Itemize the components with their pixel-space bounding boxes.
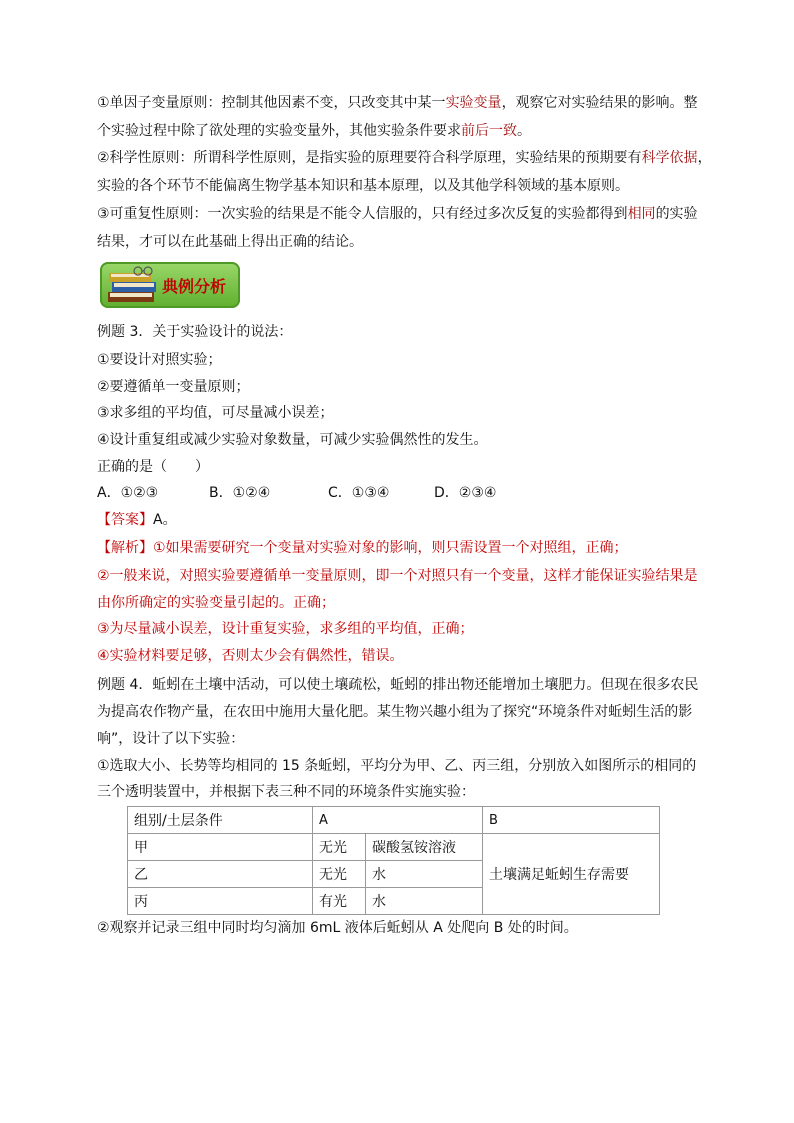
example4-line-4: ①选取大小、长势等均相同的 15 条蚯蚓，平均分为甲、乙、丙三组，分别放入如图所示的相同的: [97, 758, 697, 774]
example4-line-2: 为提高农作物产量，在农田中施用大量化肥。某生物兴趣小组为了探究“环境条件对蚯蚓生活的影: [97, 704, 693, 720]
table-row: [128, 834, 660, 861]
option-b: B．①②④: [209, 485, 271, 501]
analysis-line-5: ④实验材料要足够，否则太少会有偶然性，错误。: [97, 648, 404, 664]
table-cell: 水: [366, 861, 483, 888]
principle-1-line-2: 个实验过程中除了欲处理的实验变量外，其他实验条件要求前后一致。: [97, 123, 531, 139]
analysis-line-3: 由你所确定的实验变量引起的。正确；: [97, 595, 335, 611]
table-header-row: [128, 807, 660, 834]
experiment-table: [127, 806, 660, 915]
principle-3-line-2: 结果，才可以在此基础上得出正确的结论。: [97, 234, 363, 250]
analysis-tag: 【解析】: [97, 540, 153, 556]
table-cell: 甲: [128, 834, 313, 861]
table-cell-merged: 土壤满足蚯蚓生存需要: [483, 834, 660, 915]
example3-item: ④设计重复组或减少实验对象数量，可减少实验偶然性的发生。: [97, 432, 488, 448]
table-cell: 无光: [313, 861, 366, 888]
badge-label: 典例分析: [162, 277, 227, 296]
table-cell: 有光: [313, 888, 366, 915]
table-header-cell: B: [483, 807, 660, 834]
table-header-cell: A: [313, 807, 483, 834]
option-d: D．②③④: [434, 485, 497, 501]
table-cell: 丙: [128, 888, 313, 915]
analysis-line-4: ③为尽量减小误差，设计重复实验，求多组的平均值，正确；: [97, 621, 474, 637]
example4-line-1: 例题 4．蚯蚓在土壤中活动，可以使土壤疏松，蚯蚓的排出物还能增加土壤肥力。但现在很多农民: [97, 677, 699, 693]
example-analysis-badge: [100, 262, 240, 308]
example4-line-3: 响”，设计了以下实验：: [97, 731, 245, 747]
table-cell: 碳酸氢铵溶液: [366, 834, 483, 861]
option-a: A．①②③: [97, 485, 159, 501]
analysis-line-1: 【解析】①如果需要研究一个变量对实验对象的影响，则只需设置一个对照组，正确；: [97, 540, 628, 556]
example3-item: ①要设计对照实验；: [97, 352, 222, 368]
principle-3-line-1: ③可重复性原则：一次实验的结果是不能令人信服的，只有经过多次反复的实验都得到相同的实验: [97, 206, 698, 222]
answer-tag: 【答案】: [97, 512, 153, 528]
table-cell: 水: [366, 888, 483, 915]
example4-line-5: 三个透明装置中，并根据下表三种不同的环境条件实施实验：: [97, 784, 475, 800]
principle-2-line-2: 实验的各个环节不能偏离生物学基本知识和基本原理，以及其他学科领域的基本原则。: [97, 178, 629, 194]
example4-step-2: ②观察并记录三组中同时均匀滴加 6mL 液体后蚯蚓从 A 处爬向 B 处的时间。: [97, 920, 578, 936]
answer-value: A。: [153, 512, 177, 528]
analysis-line-2: ②一般来说，对照实验要遵循单一变量原则，即一个对照只有一个变量，这样才能保证实验结果是: [97, 568, 698, 584]
example3-question: 正确的是（ ）: [97, 459, 209, 475]
table-header-cell: 组别/土层条件: [128, 807, 313, 834]
principle-1-line-1: ①单因子变量原则：控制其他因素不变，只改变其中某一实验变量，观察它对实验结果的影响。整: [97, 95, 698, 111]
table-cell: 无光: [313, 834, 366, 861]
example3-item: ②要遵循单一变量原则；: [97, 379, 250, 395]
principle-2-line-1: ②科学性原则：所谓科学性原则，是指实验的原理要符合科学原理，实验结果的预期要有科学依据，: [97, 150, 712, 166]
books-icon: [106, 266, 162, 306]
example3-title: 例题 3．关于实验设计的说法：: [97, 324, 293, 340]
answer-line: [97, 510, 177, 530]
option-c: C．①③④: [328, 485, 390, 501]
example3-item: ③求多组的平均值，可尽量减小误差；: [97, 405, 334, 421]
table-cell: 乙: [128, 861, 313, 888]
